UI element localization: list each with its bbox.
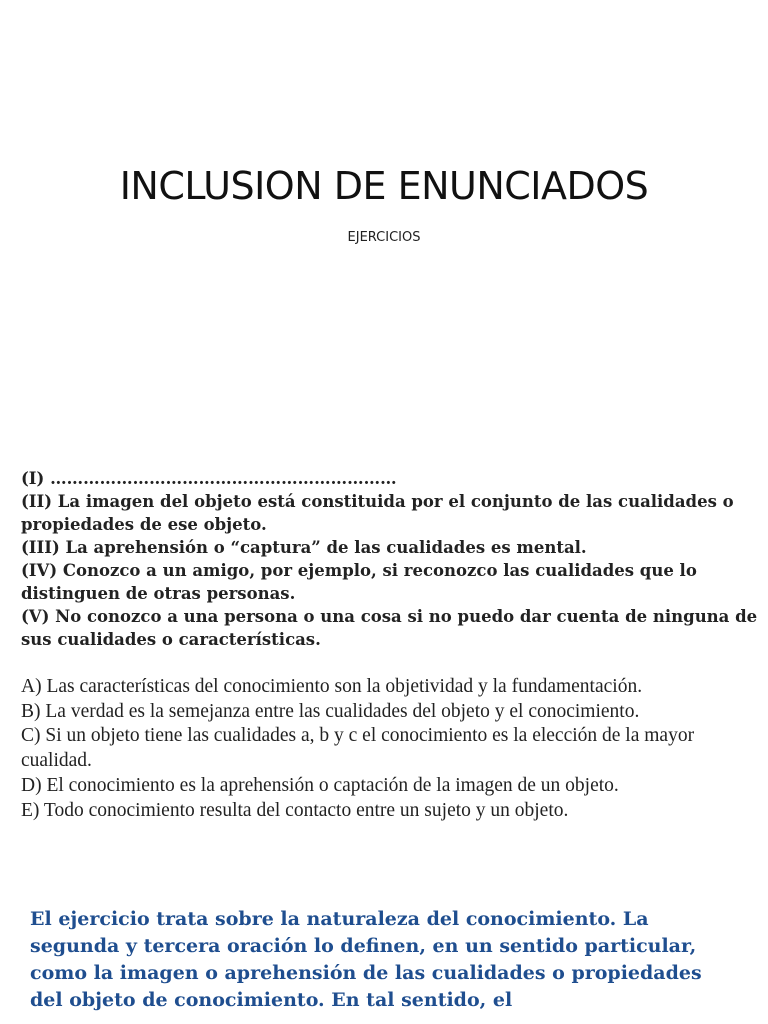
- statement-item: (V) No conozco a una persona o una cosa si no puedo dar cuenta de ninguna de sus cualidades o características.: [21, 607, 758, 649]
- answer-option: E) Todo conocimiento resulta del contacto entre un sujeto y un objeto.: [21, 799, 569, 821]
- statement-item: (I) ………………………………………………………: [21, 469, 397, 488]
- answer-option: A) Las características del conocimiento son la objetividad y la fundamentación.: [21, 676, 643, 697]
- answer-options-list: [21, 675, 761, 823]
- answer-option: D) El conocimiento es la aprehensión o captación de la imagen de un objeto.: [21, 774, 619, 796]
- slide-subtitle: EJERCICIOS: [347, 230, 421, 245]
- statement-item: (IV) Conozco a un amigo, por ejemplo, si reconozco las cualidades que lo distinguen de otras personas.: [21, 561, 697, 603]
- answer-option: C) Si un objeto tiene las cualidades a, b y c el conocimiento es la elección de la mayor cualidad.: [21, 725, 695, 772]
- statement-item: (III) La aprehensión o “captura” de las cualidades es mental.: [21, 538, 587, 557]
- statements-list: [21, 467, 761, 651]
- answer-option: B) La verdad es la semejanza entre las cualidades del objeto y el conocimiento.: [21, 700, 640, 722]
- slide-title: INCLUSION DE ENUNCIADOS: [119, 164, 649, 208]
- statement-item: (II) La imagen del objeto está constituida por el conjunto de las cualidades o propiedades de ese objeto.: [21, 492, 734, 534]
- explanation-text: El ejercicio trata sobre la naturaleza del conocimiento. La segunda y tercera oración lo definen, en un sentido particular, como la imagen o aprehensión de las cualidades o propiedades del objeto de conocimiento. En tal sentido, el: [30, 908, 702, 1011]
